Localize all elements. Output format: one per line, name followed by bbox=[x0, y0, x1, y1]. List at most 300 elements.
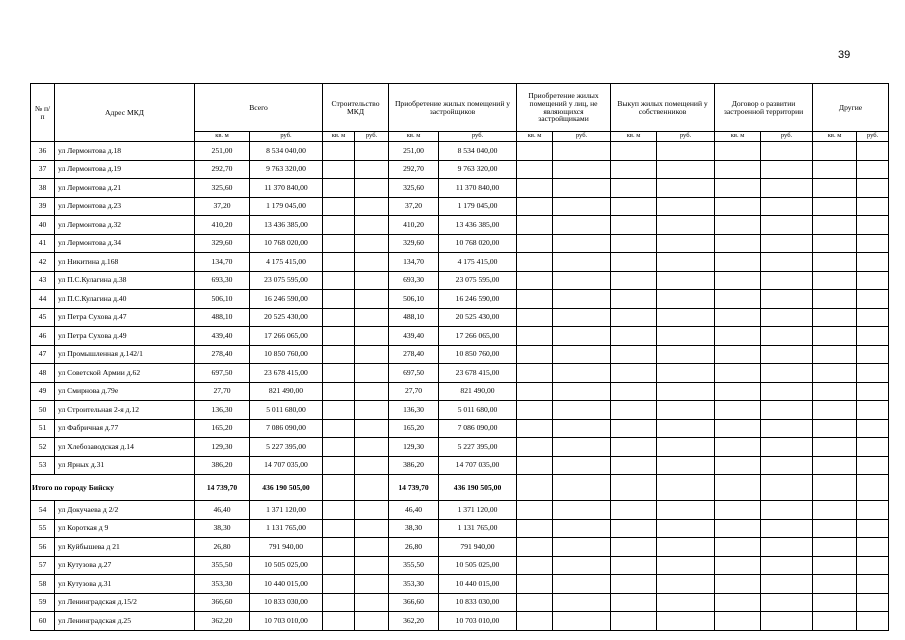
row-builders-area: 251,00 bbox=[389, 142, 439, 161]
row-builders-area: 693,30 bbox=[389, 271, 439, 290]
row-total-rub: 9 763 320,00 bbox=[250, 160, 323, 179]
row-builders-rub: 10 440 015,00 bbox=[439, 575, 517, 594]
table-row bbox=[31, 308, 889, 327]
row-construction-rub bbox=[355, 327, 389, 346]
empty-cell bbox=[657, 419, 715, 438]
empty-cell bbox=[761, 456, 813, 475]
table-row bbox=[31, 253, 889, 272]
row-construction-rub bbox=[355, 160, 389, 179]
empty-cell bbox=[611, 290, 657, 309]
empty-cell bbox=[857, 253, 889, 272]
empty-cell bbox=[553, 401, 611, 420]
empty-cell bbox=[355, 475, 389, 501]
total-builders-area: 14 739,70 bbox=[389, 475, 439, 501]
empty-cell bbox=[553, 501, 611, 520]
unit-sqm: кв. м bbox=[813, 132, 857, 142]
row-construction-rub bbox=[355, 253, 389, 272]
row-address: ул Никитина д.168 bbox=[55, 253, 195, 272]
empty-cell bbox=[611, 612, 657, 631]
row-total-area: 439,40 bbox=[195, 327, 250, 346]
empty-cell bbox=[611, 271, 657, 290]
table-row bbox=[31, 419, 889, 438]
row-builders-rub: 10 505 025,00 bbox=[439, 556, 517, 575]
row-construction-area bbox=[323, 271, 355, 290]
empty-cell bbox=[517, 142, 553, 161]
row-construction-rub bbox=[355, 308, 389, 327]
row-total-rub: 4 175 415,00 bbox=[250, 253, 323, 272]
row-total-area: 46,40 bbox=[195, 501, 250, 520]
row-builders-rub: 821 490,00 bbox=[439, 382, 517, 401]
row-construction-area bbox=[323, 308, 355, 327]
empty-cell bbox=[553, 438, 611, 457]
empty-cell bbox=[553, 382, 611, 401]
table-row bbox=[31, 271, 889, 290]
row-number: 44 bbox=[31, 290, 55, 309]
total-row bbox=[31, 475, 889, 501]
row-builders-area: 366,60 bbox=[389, 593, 439, 612]
row-builders-area: 506,10 bbox=[389, 290, 439, 309]
row-builders-area: 697,50 bbox=[389, 364, 439, 383]
row-total-rub: 5 011 680,00 bbox=[250, 401, 323, 420]
empty-cell bbox=[813, 575, 857, 594]
row-construction-rub bbox=[355, 538, 389, 557]
empty-cell bbox=[813, 419, 857, 438]
empty-cell bbox=[517, 179, 553, 198]
table-row bbox=[31, 327, 889, 346]
row-builders-area: 46,40 bbox=[389, 501, 439, 520]
empty-cell bbox=[517, 538, 553, 557]
empty-cell bbox=[813, 538, 857, 557]
row-address: ул Лермонтова д.23 bbox=[55, 197, 195, 216]
row-construction-area bbox=[323, 556, 355, 575]
empty-cell bbox=[857, 475, 889, 501]
empty-cell bbox=[517, 556, 553, 575]
row-total-rub: 1 179 045,00 bbox=[250, 197, 323, 216]
row-total-rub: 10 768 020,00 bbox=[250, 234, 323, 253]
row-total-rub: 10 703 010,00 bbox=[250, 612, 323, 631]
empty-cell bbox=[857, 216, 889, 235]
unit-rub: руб. bbox=[553, 132, 611, 142]
row-number: 58 bbox=[31, 575, 55, 594]
row-construction-area bbox=[323, 438, 355, 457]
row-number: 42 bbox=[31, 253, 55, 272]
row-construction-rub bbox=[355, 419, 389, 438]
empty-cell bbox=[553, 290, 611, 309]
empty-cell bbox=[761, 142, 813, 161]
empty-cell bbox=[715, 197, 761, 216]
row-address: ул Ленинградская д.25 bbox=[55, 612, 195, 631]
empty-cell bbox=[857, 271, 889, 290]
row-builders-area: 386,20 bbox=[389, 456, 439, 475]
row-number: 40 bbox=[31, 216, 55, 235]
empty-cell bbox=[857, 419, 889, 438]
unit-sqm: кв. м bbox=[715, 132, 761, 142]
row-address: ул Промышленная д.142/1 bbox=[55, 345, 195, 364]
empty-cell bbox=[715, 179, 761, 198]
row-address: ул Строительная 2-я д.12 bbox=[55, 401, 195, 420]
row-total-area: 26,80 bbox=[195, 538, 250, 557]
empty-cell bbox=[657, 197, 715, 216]
empty-cell bbox=[761, 197, 813, 216]
row-construction-rub bbox=[355, 456, 389, 475]
row-construction-rub bbox=[355, 216, 389, 235]
table-row bbox=[31, 364, 889, 383]
row-total-rub: 13 436 385,00 bbox=[250, 216, 323, 235]
row-number: 38 bbox=[31, 179, 55, 198]
row-construction-rub bbox=[355, 382, 389, 401]
row-total-area: 506,10 bbox=[195, 290, 250, 309]
row-builders-rub: 10 703 010,00 bbox=[439, 612, 517, 631]
row-total-area: 278,40 bbox=[195, 345, 250, 364]
page-number: 39 bbox=[838, 49, 851, 61]
empty-cell bbox=[715, 142, 761, 161]
empty-cell bbox=[715, 519, 761, 538]
empty-cell bbox=[517, 501, 553, 520]
row-construction-area bbox=[323, 364, 355, 383]
row-total-rub: 10 850 760,00 bbox=[250, 345, 323, 364]
empty-cell bbox=[857, 575, 889, 594]
empty-cell bbox=[517, 419, 553, 438]
empty-cell bbox=[715, 308, 761, 327]
empty-cell bbox=[761, 419, 813, 438]
row-builders-area: 410,20 bbox=[389, 216, 439, 235]
empty-cell bbox=[657, 519, 715, 538]
row-total-rub: 8 534 040,00 bbox=[250, 142, 323, 161]
empty-cell bbox=[813, 456, 857, 475]
row-construction-area bbox=[323, 612, 355, 631]
empty-cell bbox=[761, 475, 813, 501]
empty-cell bbox=[715, 271, 761, 290]
empty-cell bbox=[517, 308, 553, 327]
total-area: 14 739,70 bbox=[195, 475, 250, 501]
table-row bbox=[31, 456, 889, 475]
table-row bbox=[31, 216, 889, 235]
empty-cell bbox=[715, 538, 761, 557]
table-row bbox=[31, 556, 889, 575]
empty-cell bbox=[611, 216, 657, 235]
row-number: 43 bbox=[31, 271, 55, 290]
row-construction-rub bbox=[355, 575, 389, 594]
empty-cell bbox=[813, 593, 857, 612]
empty-cell bbox=[813, 382, 857, 401]
table-row bbox=[31, 234, 889, 253]
table-row bbox=[31, 612, 889, 631]
empty-cell bbox=[657, 556, 715, 575]
empty-cell bbox=[813, 308, 857, 327]
row-construction-area bbox=[323, 345, 355, 364]
empty-cell bbox=[611, 401, 657, 420]
empty-cell bbox=[553, 327, 611, 346]
row-construction-rub bbox=[355, 271, 389, 290]
row-construction-area bbox=[323, 501, 355, 520]
empty-cell bbox=[611, 253, 657, 272]
empty-cell bbox=[761, 501, 813, 520]
row-builders-area: 439,40 bbox=[389, 327, 439, 346]
row-builders-area: 325,60 bbox=[389, 179, 439, 198]
row-total-area: 165,20 bbox=[195, 419, 250, 438]
row-construction-area bbox=[323, 382, 355, 401]
empty-cell bbox=[715, 419, 761, 438]
row-construction-rub bbox=[355, 593, 389, 612]
row-total-rub: 17 266 065,00 bbox=[250, 327, 323, 346]
empty-cell bbox=[323, 475, 355, 501]
row-builders-rub: 7 086 090,00 bbox=[439, 419, 517, 438]
empty-cell bbox=[857, 142, 889, 161]
empty-cell bbox=[761, 556, 813, 575]
row-construction-area bbox=[323, 160, 355, 179]
row-total-rub: 10 833 030,00 bbox=[250, 593, 323, 612]
row-total-area: 38,30 bbox=[195, 519, 250, 538]
empty-cell bbox=[611, 382, 657, 401]
row-builders-rub: 14 707 035,00 bbox=[439, 456, 517, 475]
empty-cell bbox=[553, 538, 611, 557]
unit-sqm: кв. м bbox=[195, 132, 250, 142]
empty-cell bbox=[813, 612, 857, 631]
row-number: 51 bbox=[31, 419, 55, 438]
empty-cell bbox=[761, 234, 813, 253]
empty-cell bbox=[517, 475, 553, 501]
unit-sqm: кв. м bbox=[389, 132, 439, 142]
row-builders-rub: 10 850 760,00 bbox=[439, 345, 517, 364]
empty-cell bbox=[517, 197, 553, 216]
empty-cell bbox=[715, 475, 761, 501]
empty-cell bbox=[761, 271, 813, 290]
row-total-rub: 23 678 415,00 bbox=[250, 364, 323, 383]
row-total-area: 136,30 bbox=[195, 401, 250, 420]
empty-cell bbox=[761, 575, 813, 594]
row-construction-area bbox=[323, 253, 355, 272]
empty-cell bbox=[715, 612, 761, 631]
unit-sqm: кв. м bbox=[517, 132, 553, 142]
col-purchase-nonbuilders-header: Приобретение жилых помещений у лиц, не являющихся застройщиками bbox=[517, 84, 611, 132]
empty-cell bbox=[761, 519, 813, 538]
row-number: 53 bbox=[31, 456, 55, 475]
empty-cell bbox=[553, 142, 611, 161]
empty-cell bbox=[657, 456, 715, 475]
row-total-area: 37,20 bbox=[195, 197, 250, 216]
table-row bbox=[31, 142, 889, 161]
empty-cell bbox=[517, 438, 553, 457]
empty-cell bbox=[553, 556, 611, 575]
empty-cell bbox=[611, 456, 657, 475]
empty-cell bbox=[857, 179, 889, 198]
empty-cell bbox=[657, 253, 715, 272]
row-construction-area bbox=[323, 538, 355, 557]
empty-cell bbox=[657, 382, 715, 401]
row-builders-area: 278,40 bbox=[389, 345, 439, 364]
row-number: 56 bbox=[31, 538, 55, 557]
row-construction-area bbox=[323, 519, 355, 538]
row-address: ул Лермонтова д.19 bbox=[55, 160, 195, 179]
empty-cell bbox=[715, 593, 761, 612]
row-builders-area: 37,20 bbox=[389, 197, 439, 216]
empty-cell bbox=[813, 327, 857, 346]
empty-cell bbox=[657, 364, 715, 383]
empty-cell bbox=[553, 197, 611, 216]
col-development-header: Договор о развитии застроенной территории bbox=[715, 84, 813, 132]
empty-cell bbox=[715, 345, 761, 364]
empty-cell bbox=[761, 216, 813, 235]
empty-cell bbox=[715, 556, 761, 575]
empty-cell bbox=[715, 234, 761, 253]
row-builders-area: 129,30 bbox=[389, 438, 439, 457]
row-total-rub: 7 086 090,00 bbox=[250, 419, 323, 438]
row-construction-rub bbox=[355, 364, 389, 383]
empty-cell bbox=[553, 308, 611, 327]
col-purchase-builders-header: Приобретение жилых помещений у застройщиков bbox=[389, 84, 517, 132]
row-construction-rub bbox=[355, 501, 389, 520]
row-total-area: 362,20 bbox=[195, 612, 250, 631]
empty-cell bbox=[553, 519, 611, 538]
row-builders-rub: 10 768 020,00 bbox=[439, 234, 517, 253]
empty-cell bbox=[657, 142, 715, 161]
empty-cell bbox=[813, 290, 857, 309]
row-builders-area: 292,70 bbox=[389, 160, 439, 179]
unit-rub: руб. bbox=[657, 132, 715, 142]
empty-cell bbox=[517, 345, 553, 364]
unit-rub: руб. bbox=[250, 132, 323, 142]
empty-cell bbox=[517, 234, 553, 253]
table-row bbox=[31, 197, 889, 216]
total-rub: 436 190 505,00 bbox=[250, 475, 323, 501]
row-builders-rub: 9 763 320,00 bbox=[439, 160, 517, 179]
row-construction-area bbox=[323, 401, 355, 420]
empty-cell bbox=[517, 593, 553, 612]
empty-cell bbox=[813, 179, 857, 198]
empty-cell bbox=[611, 575, 657, 594]
col-buyout-header: Выкуп жилых помещений у собственников bbox=[611, 84, 715, 132]
empty-cell bbox=[657, 345, 715, 364]
row-number: 52 bbox=[31, 438, 55, 457]
empty-cell bbox=[517, 160, 553, 179]
row-builders-rub: 11 370 840,00 bbox=[439, 179, 517, 198]
empty-cell bbox=[857, 160, 889, 179]
empty-cell bbox=[657, 216, 715, 235]
empty-cell bbox=[657, 438, 715, 457]
row-construction-area bbox=[323, 142, 355, 161]
row-builders-area: 353,30 bbox=[389, 575, 439, 594]
empty-cell bbox=[761, 612, 813, 631]
row-construction-rub bbox=[355, 179, 389, 198]
empty-cell bbox=[611, 501, 657, 520]
row-address: ул Докучаева д 2/2 bbox=[55, 501, 195, 520]
empty-cell bbox=[857, 234, 889, 253]
empty-cell bbox=[657, 290, 715, 309]
row-construction-area bbox=[323, 290, 355, 309]
row-builders-area: 362,20 bbox=[389, 612, 439, 631]
row-number: 59 bbox=[31, 593, 55, 612]
empty-cell bbox=[611, 593, 657, 612]
row-address: ул Куйбышева д 21 bbox=[55, 538, 195, 557]
row-builders-rub: 23 678 415,00 bbox=[439, 364, 517, 383]
empty-cell bbox=[611, 475, 657, 501]
empty-cell bbox=[553, 345, 611, 364]
col-total-header: Всего bbox=[195, 84, 323, 132]
empty-cell bbox=[813, 556, 857, 575]
row-address: ул П.С.Кулагина д.38 bbox=[55, 271, 195, 290]
empty-cell bbox=[611, 419, 657, 438]
empty-cell bbox=[517, 364, 553, 383]
row-total-rub: 14 707 035,00 bbox=[250, 456, 323, 475]
empty-cell bbox=[857, 345, 889, 364]
empty-cell bbox=[813, 253, 857, 272]
row-builders-area: 136,30 bbox=[389, 401, 439, 420]
row-builders-area: 488,10 bbox=[389, 308, 439, 327]
empty-cell bbox=[517, 575, 553, 594]
empty-cell bbox=[553, 575, 611, 594]
row-total-area: 697,50 bbox=[195, 364, 250, 383]
empty-cell bbox=[611, 234, 657, 253]
empty-cell bbox=[715, 253, 761, 272]
row-total-rub: 10 440 015,00 bbox=[250, 575, 323, 594]
row-construction-area bbox=[323, 216, 355, 235]
row-construction-rub bbox=[355, 142, 389, 161]
table-row bbox=[31, 538, 889, 557]
empty-cell bbox=[657, 234, 715, 253]
row-total-area: 355,50 bbox=[195, 556, 250, 575]
row-construction-area bbox=[323, 419, 355, 438]
row-construction-rub bbox=[355, 401, 389, 420]
table-row bbox=[31, 179, 889, 198]
empty-cell bbox=[553, 593, 611, 612]
empty-cell bbox=[761, 179, 813, 198]
row-builders-rub: 13 436 385,00 bbox=[439, 216, 517, 235]
row-builders-rub: 23 075 595,00 bbox=[439, 271, 517, 290]
empty-cell bbox=[857, 364, 889, 383]
row-construction-area bbox=[323, 575, 355, 594]
row-address: ул Кутузова д.27 bbox=[55, 556, 195, 575]
row-address: ул Лермонтова д.32 bbox=[55, 216, 195, 235]
empty-cell bbox=[657, 327, 715, 346]
empty-cell bbox=[553, 612, 611, 631]
table-body bbox=[31, 142, 889, 631]
row-address: ул Лермонтова д.18 bbox=[55, 142, 195, 161]
empty-cell bbox=[715, 364, 761, 383]
empty-cell bbox=[517, 401, 553, 420]
row-total-area: 329,60 bbox=[195, 234, 250, 253]
row-total-rub: 1 371 120,00 bbox=[250, 501, 323, 520]
empty-cell bbox=[761, 290, 813, 309]
row-total-rub: 16 246 590,00 bbox=[250, 290, 323, 309]
row-address: ул Лермонтова д.34 bbox=[55, 234, 195, 253]
empty-cell bbox=[813, 142, 857, 161]
empty-cell bbox=[857, 519, 889, 538]
empty-cell bbox=[813, 160, 857, 179]
unit-rub: руб. bbox=[857, 132, 889, 142]
row-number: 39 bbox=[31, 197, 55, 216]
row-address: ул Короткая д 9 bbox=[55, 519, 195, 538]
row-total-area: 386,20 bbox=[195, 456, 250, 475]
empty-cell bbox=[657, 179, 715, 198]
empty-cell bbox=[517, 253, 553, 272]
empty-cell bbox=[611, 556, 657, 575]
empty-cell bbox=[657, 538, 715, 557]
row-number: 36 bbox=[31, 142, 55, 161]
row-total-area: 693,30 bbox=[195, 271, 250, 290]
col-construction-header: Строительство МКД bbox=[323, 84, 389, 132]
row-construction-rub bbox=[355, 345, 389, 364]
empty-cell bbox=[813, 197, 857, 216]
empty-cell bbox=[553, 271, 611, 290]
row-construction-rub bbox=[355, 234, 389, 253]
empty-cell bbox=[761, 593, 813, 612]
empty-cell bbox=[857, 197, 889, 216]
row-construction-rub bbox=[355, 438, 389, 457]
empty-cell bbox=[553, 253, 611, 272]
empty-cell bbox=[517, 456, 553, 475]
empty-cell bbox=[761, 382, 813, 401]
empty-cell bbox=[715, 382, 761, 401]
